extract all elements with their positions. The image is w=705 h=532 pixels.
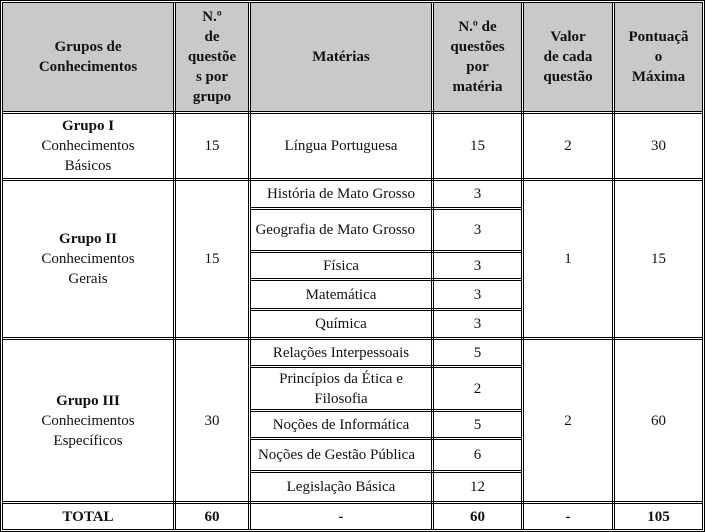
- group-3-subject-4-text: Noções de Gestão Pública: [257, 447, 415, 463]
- group-2-label: [3, 181, 173, 337]
- g2-subrow-2-a: [250, 250, 522, 251]
- header-materias: [251, 3, 431, 111]
- header-valor-line-2: de cada: [543, 49, 593, 65]
- header-nq-materia-line-3: por: [466, 59, 489, 75]
- col-sep-4-b: [523, 2, 524, 530]
- header-pont-line-2: o: [654, 49, 663, 65]
- group-3-subject-4-n: 6: [473, 447, 482, 463]
- group-3-subtitle-2: Específicos: [53, 432, 123, 449]
- group-2-subject-1-n: 3: [473, 186, 482, 202]
- total-n: 60: [470, 508, 485, 525]
- header-nq-grupo-line-5: grupo: [192, 89, 232, 105]
- group-3-subject-3-name: Noções de Informática: [272, 416, 410, 433]
- g3-subrow-2-b: [250, 411, 522, 412]
- group-3-subject-5-n: 12: [470, 479, 485, 495]
- header-grupos: [3, 3, 173, 111]
- header-pont-line-1: Pontuaçã: [628, 29, 689, 45]
- header-nq-grupo-line-3: questõe: [187, 49, 237, 65]
- group-3-title: Grupo III: [56, 392, 120, 409]
- col-sep-5-a: [612, 2, 613, 530]
- g3-subrow-1-a: [250, 365, 522, 366]
- row-sep-header-a: [2, 111, 703, 112]
- group-3-subject-1-name: Relações Interpessoais: [272, 344, 410, 361]
- row-sep-g2-a: [2, 337, 703, 338]
- group-3-subject-3-n: 5: [473, 416, 482, 433]
- g2-subrow-3-a: [250, 278, 522, 279]
- group-3-label: [3, 340, 173, 501]
- frame-right-inner: [702, 2, 703, 530]
- group-3-subject-5-name: Legislação Básica: [286, 479, 396, 495]
- total-materias: -: [338, 508, 344, 525]
- group-2-subject-5-n: 3: [473, 316, 482, 332]
- frame-top-inner: [2, 2, 703, 3]
- group-2-pontuacao: 15: [651, 251, 666, 267]
- g3-subrow-3-b: [250, 439, 522, 440]
- g2-subrow-1-a: [250, 207, 522, 208]
- header-nq-materia-line-2: questões: [450, 39, 505, 55]
- group-2-title: Grupo II: [59, 231, 117, 247]
- col-sep-2-a: [248, 2, 249, 530]
- group-3-subject-2-text: Princípios da Ética e Filosofia: [279, 370, 403, 407]
- header-valor-line-1: Valor: [550, 29, 586, 45]
- group-3-pontuacao: 60: [651, 412, 666, 429]
- header-nquestoes-grupo: [176, 3, 248, 111]
- header-nq-grupo-line-2: de: [204, 29, 220, 45]
- group-1-subject-1-n: 15: [470, 138, 485, 154]
- group-1-pontuacao: 30: [651, 138, 666, 154]
- row-sep-g3-a: [2, 501, 703, 502]
- group-2-valor: 1: [564, 251, 572, 267]
- col-sep-3-a: [431, 2, 432, 530]
- group-3-subject-2-name: [251, 368, 431, 409]
- col-sep-1-b: [175, 2, 176, 530]
- col-sep-3-b: [433, 2, 434, 530]
- header-nq-materia-line-1: N.º de: [458, 19, 497, 35]
- header-grupos-text: Grupos de Conhecimentos: [38, 39, 138, 75]
- group-2-subject-4-name: Matemática: [305, 286, 377, 303]
- col-sep-5-b: [614, 2, 615, 530]
- frame-left: [0, 0, 1, 532]
- group-3-subject-2-n: 2: [473, 380, 482, 397]
- group-1-valor: 2: [564, 138, 572, 154]
- header-pontuacao: [615, 3, 702, 111]
- g2-subrow-3-b: [250, 280, 522, 281]
- group-1-subtitle-1: Conhecimentos: [41, 138, 135, 154]
- g3-subrow-1-b: [250, 367, 522, 368]
- header-valor: [524, 3, 612, 111]
- g2-subrow-4-b: [250, 310, 522, 311]
- group-3-valor: 2: [564, 412, 572, 429]
- group-2-subject-5-name: Química: [315, 316, 367, 332]
- col-sep-4-a: [521, 2, 522, 530]
- g3-subrow-4-a: [250, 470, 522, 471]
- col-sep-1-a: [173, 2, 174, 530]
- group-2-subtitle-2: Gerais: [68, 271, 108, 287]
- group-2-subject-3-n: 3: [473, 257, 482, 274]
- group-2-subject-2-name: [251, 210, 415, 250]
- g3-subrow-3-a: [250, 437, 522, 438]
- group-3-subject-4-name: [251, 440, 415, 470]
- g3-subrow-4-b: [250, 472, 522, 473]
- row-sep-g3-b: [2, 503, 703, 504]
- total-label: TOTAL: [62, 508, 114, 525]
- group-1-title: Grupo I: [61, 118, 115, 134]
- group-1-subject-1-name: Língua Portuguesa: [284, 138, 398, 154]
- header-nq-grupo-line-4: s por: [195, 69, 229, 85]
- header-valor-line-3: questão: [543, 69, 593, 85]
- group-3-subject-1-n: 5: [473, 344, 482, 361]
- frame-bottom-inner: [2, 529, 703, 530]
- group-1-count: 15: [204, 138, 220, 154]
- header-materias-text: Matérias: [312, 49, 370, 65]
- header-nq-materia-line-4: matéria: [452, 79, 503, 95]
- group-2-count: 15: [204, 251, 220, 267]
- group-3-count: 30: [204, 412, 220, 429]
- frame-left-inner: [2, 2, 3, 530]
- total-pontuacao: 105: [647, 508, 670, 525]
- row-sep-g1-b: [2, 180, 703, 181]
- row-sep-g1-a: [2, 178, 703, 179]
- group-2-subject-3-name: Física: [323, 257, 359, 274]
- header-nquestoes-materia: [434, 3, 521, 111]
- g2-subrow-4-a: [250, 308, 522, 309]
- frame-top: [0, 0, 705, 1]
- total-count: 60: [204, 508, 220, 525]
- header-nq-grupo-line-1: N.º: [202, 9, 222, 25]
- col-sep-2-b: [250, 2, 251, 530]
- total-valor: -: [565, 508, 571, 525]
- row-sep-g2-b: [2, 339, 703, 340]
- g2-subrow-2-b: [250, 252, 522, 253]
- g2-subrow-1-b: [250, 209, 522, 210]
- row-sep-header-b: [2, 113, 703, 114]
- g3-subrow-2-a: [250, 409, 522, 410]
- group-1-label: [3, 114, 173, 178]
- group-3-subtitle-1: Conhecimentos: [41, 412, 135, 429]
- group-2-subject-4-n: 3: [473, 286, 482, 303]
- group-2-subject-2-text: Geografia de Mato Grosso: [255, 222, 415, 238]
- group-2-subject-1-name: História de Mato Grosso: [267, 186, 415, 202]
- group-2-subject-2-n: 3: [473, 222, 482, 238]
- header-pont-line-3: Máxima: [631, 69, 686, 85]
- group-2-subtitle-1: Conhecimentos: [41, 251, 135, 267]
- group-1-subtitle-2: Básicos: [64, 158, 112, 174]
